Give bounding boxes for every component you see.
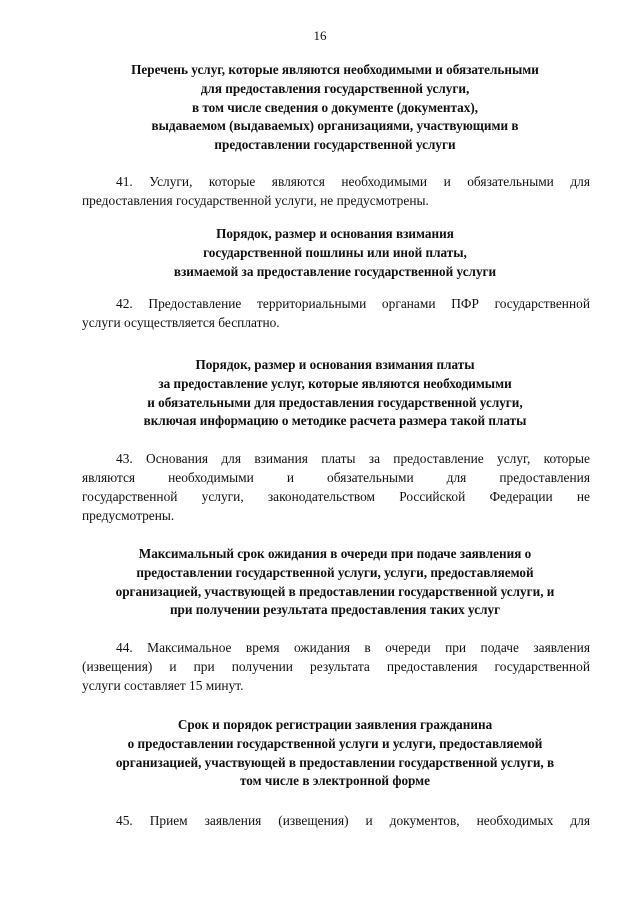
paragraph-41: [82, 172, 590, 210]
paragraph-line: (извещения) и при получении результата предоставления государственной: [82, 659, 590, 674]
paragraph-45: [82, 811, 590, 830]
paragraph-42: [82, 294, 590, 332]
paragraph-line: 42. Предоставление территориальными органами ПФР государственной: [116, 296, 590, 311]
heading-line: взимаемой за предоставление государственной услуги: [173, 263, 497, 279]
paragraph-line: 45. Прием заявления (извещения) и документов, необходимых для: [116, 813, 590, 828]
heading-line: Порядок, размер и основания взимания: [216, 226, 454, 241]
paragraph-line: являются необходимыми и обязательными для предоставления: [82, 470, 590, 485]
paragraph-line: предусмотрены.: [82, 508, 175, 523]
paragraph-44: [82, 638, 590, 695]
paragraph-43: [82, 449, 590, 525]
heading-line: государственной пошлины или иной платы,: [203, 244, 467, 260]
page-number: 16: [313, 28, 327, 43]
heading-line: выдаваемом (выдаваемых) организациями, участвующими в: [151, 118, 519, 134]
section-heading-queue-time: [80, 545, 590, 620]
heading-line: предоставлении государственной услуги, услуги, предоставляемой: [136, 564, 534, 580]
heading-line: Порядок, размер и основания взимания платы: [195, 357, 475, 372]
heading-line: в том числе сведения о документе (документах),: [191, 99, 479, 115]
heading-line: для предоставления государственной услуги,: [200, 80, 470, 96]
paragraph-line: государственной услуги, законодательством Российской Федерации не: [82, 489, 590, 504]
section-heading-state-fee: [80, 225, 590, 281]
section-heading-services-list: [80, 61, 590, 155]
paragraph-line: 43. Основания для взимания платы за предоставление услуг, которые: [116, 451, 590, 466]
section-heading-payment-basis: [80, 356, 590, 431]
heading-line: предоставлении государственной услуги: [214, 137, 456, 153]
heading-line: при получении результата предоставления таких услуг: [169, 602, 501, 618]
paragraph-line: 41. Услуги, которые являются необходимыми и обязательными для: [116, 174, 590, 189]
section-heading-registration: [80, 716, 590, 791]
paragraph-line: услуги осуществляется бесплатно.: [82, 315, 280, 330]
heading-line: за предоставление услуг, которые являются необходимыми: [158, 375, 512, 391]
heading-line: и обязательными для предоставления государственной услуги,: [147, 394, 523, 410]
heading-line: организацией, участвующей в предоставлении государственной услуги, и: [115, 583, 555, 599]
paragraph-line: 44. Максимальное время ожидания в очереди при подаче заявления: [116, 640, 590, 655]
paragraph-line: предоставления государственной услуги, не предусмотрены.: [82, 193, 429, 208]
heading-line: включая информацию о методике расчета размера такой платы: [143, 413, 527, 429]
heading-line: организацией, участвующей в предоставлении государственной услуги, в: [115, 754, 555, 770]
heading-line: о предоставлении государственной услуги и услуги, предоставляемой: [127, 735, 543, 751]
heading-line: Максимальный срок ожидания в очереди при подаче заявления о: [138, 546, 532, 561]
paragraph-line: услуги составляет 15 минут.: [82, 678, 244, 693]
heading-line: Перечень услуг, которые являются необходимыми и обязательными: [131, 62, 539, 77]
heading-line: том числе в электронной форме: [239, 773, 431, 789]
heading-line: Срок и порядок регистрации заявления гражданина: [177, 717, 493, 732]
